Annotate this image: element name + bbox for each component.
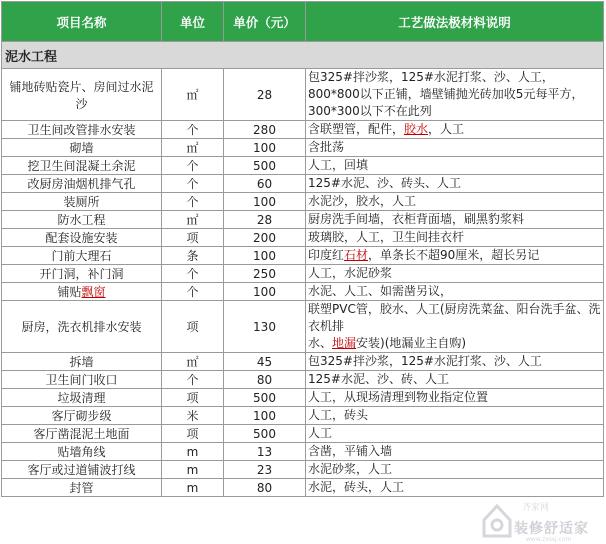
cell-name: 配套设施安装 (2, 229, 162, 247)
cell-unit: 项 (162, 301, 224, 353)
watermark-top-text: 齐家网 (522, 503, 550, 513)
cell-price: 100 (224, 407, 306, 425)
price-table-page (0, 1, 606, 544)
cell-description: 厨房洗手间墙，衣柜背面墙，刷黑豹浆料 (306, 211, 604, 229)
cell-description (306, 301, 604, 353)
table-row (2, 247, 604, 265)
floor-drain-link[interactable]: 地漏 (332, 336, 357, 350)
cell-price: 28 (224, 69, 306, 121)
table-row (2, 211, 604, 229)
cell-description (306, 247, 604, 265)
table-header-row (2, 2, 604, 42)
desc-text: ，单条长不超90厘米，超长另记 (368, 248, 540, 262)
cell-price: 28 (224, 211, 306, 229)
table-row (2, 389, 604, 407)
desc-text: 印度红 (308, 248, 345, 262)
cell-name: 垃圾清理 (2, 389, 162, 407)
header-description: 工艺做法极材料说明 (306, 2, 604, 42)
cell-name: 门前大理石 (2, 247, 162, 265)
house-logo-icon (480, 500, 514, 540)
cell-unit: 条 (162, 247, 224, 265)
cell-name: 挖卫生间混凝土余泥 (2, 157, 162, 175)
watermark (480, 496, 602, 542)
table-row (2, 353, 604, 371)
cell-description: 玻璃胶，人工，卫生间挂衣杆 (306, 229, 604, 247)
cell-unit: ㎡ (162, 211, 224, 229)
cell-name: 改厨房油烟机排气孔 (2, 175, 162, 193)
cell-name (2, 283, 162, 301)
cell-name: 开门洞，补门洞 (2, 265, 162, 283)
header-item-name: 项目名称 (2, 2, 162, 42)
cell-unit: 项 (162, 425, 224, 443)
cell-description: 包325#拌沙浆，125#水泥打浆、沙、人工 (306, 353, 604, 371)
cell-unit: 个 (162, 175, 224, 193)
watermark-url: www.zxssj.com (526, 536, 572, 543)
cell-unit: m (162, 461, 224, 479)
desc-text: 水、 (308, 336, 333, 350)
section-row (2, 42, 604, 69)
cell-name: 防水工程 (2, 211, 162, 229)
table-row (2, 175, 604, 193)
cell-unit: 个 (162, 283, 224, 301)
cell-description: 含批荡 (306, 139, 604, 157)
cell-unit: m (162, 479, 224, 497)
cell-price: 280 (224, 121, 306, 139)
cell-unit: m (162, 443, 224, 461)
table-row (2, 265, 604, 283)
cell-price: 45 (224, 353, 306, 371)
table-row (2, 425, 604, 443)
cell-description: 水泥，砖头，人工 (306, 479, 604, 497)
table-row (2, 139, 604, 157)
cell-unit: 个 (162, 157, 224, 175)
desc-text: ，人工 (428, 122, 465, 136)
cell-name: 客厅或过道铺波打线 (2, 461, 162, 479)
cell-description: 人工，水泥砂浆 (306, 265, 604, 283)
watermark-brand: 装修舒适家 (514, 521, 589, 537)
stone-link[interactable]: 石材 (344, 248, 369, 262)
cell-price: 100 (224, 283, 306, 301)
cell-price: 80 (224, 371, 306, 389)
table-row (2, 157, 604, 175)
table-row (2, 479, 604, 497)
header-price: 单价（元） (224, 2, 306, 42)
cell-unit: ㎡ (162, 139, 224, 157)
table-row (2, 283, 604, 301)
cell-price: 100 (224, 247, 306, 265)
cell-name: 砌墙 (2, 139, 162, 157)
table-row (2, 121, 604, 139)
cell-price: 100 (224, 139, 306, 157)
table-row (2, 69, 604, 121)
header-unit: 单位 (162, 2, 224, 42)
cell-unit: 个 (162, 121, 224, 139)
cell-name: 铺地砖贴瓷片、房间过水泥沙 (2, 69, 162, 121)
cell-unit: 个 (162, 265, 224, 283)
cell-price: 200 (224, 229, 306, 247)
table-row (2, 443, 604, 461)
cell-unit: 项 (162, 229, 224, 247)
cell-name: 厨房，洗衣机排水安装 (2, 301, 162, 353)
cell-price: 13 (224, 443, 306, 461)
cell-price: 500 (224, 425, 306, 443)
cell-description: 水泥砂浆，人工 (306, 461, 604, 479)
cell-description: 125#水泥、沙、砖头、人工 (306, 175, 604, 193)
cell-description (306, 121, 604, 139)
cell-price: 80 (224, 479, 306, 497)
glue-link[interactable]: 胶水 (404, 122, 429, 136)
cell-description: 人工，从现场清理到物业指定位置 (306, 389, 604, 407)
cell-description: 人工，砖头 (306, 407, 604, 425)
cell-name: 拆墙 (2, 353, 162, 371)
cell-name: 客厅砌步级 (2, 407, 162, 425)
cell-price: 250 (224, 265, 306, 283)
cell-unit: 项 (162, 389, 224, 407)
cell-price: 130 (224, 301, 306, 353)
cell-unit: 个 (162, 371, 224, 389)
cell-description: 125#水泥、沙、砖、人工 (306, 371, 604, 389)
cell-unit: ㎡ (162, 353, 224, 371)
cell-price: 500 (224, 157, 306, 175)
name-text: 铺贴 (57, 285, 82, 299)
cell-name: 封管 (2, 479, 162, 497)
table-row (2, 193, 604, 211)
cell-name: 装厕所 (2, 193, 162, 211)
price-table (1, 1, 604, 497)
cell-description: 人工，回填 (306, 157, 604, 175)
table-row (2, 229, 604, 247)
cell-unit: 个 (162, 193, 224, 211)
table-row (2, 461, 604, 479)
cell-name: 客厅凿混泥土地面 (2, 425, 162, 443)
cell-price: 23 (224, 461, 306, 479)
table-row (2, 301, 604, 353)
cell-name: 卫生间门收口 (2, 371, 162, 389)
cell-description: 水泥、人工、如需凿另议， (306, 283, 604, 301)
cell-description: 含凿，平铺入墙 (306, 443, 604, 461)
cell-price: 60 (224, 175, 306, 193)
cell-unit: ㎡ (162, 69, 224, 121)
cell-description: 水泥沙，胶水，人工 (306, 193, 604, 211)
cell-name: 贴墙角线 (2, 443, 162, 461)
desc-text: 联塑PVC管，胶水、人工(厨房洗菜盆、阳台洗手盆、洗衣机排 (308, 302, 601, 333)
desc-text: 安装)(地漏业主自购) (356, 336, 467, 350)
section-title: 泥水工程 (2, 42, 604, 69)
cell-unit: 米 (162, 407, 224, 425)
bay-window-link[interactable]: 飘窗 (81, 285, 106, 299)
table-row (2, 407, 604, 425)
desc-text: 含联塑管，配件， (308, 122, 405, 136)
cell-price: 100 (224, 193, 306, 211)
cell-description: 人工 (306, 425, 604, 443)
cell-name: 卫生间改管排水安装 (2, 121, 162, 139)
cell-description: 包325#拌沙浆，125#水泥打浆、沙、人工，800*800以下正铺，墙壁铺抛光砖加收5元每平方，300*300以下不在此列 (306, 69, 604, 121)
table-row (2, 371, 604, 389)
cell-price: 500 (224, 389, 306, 407)
